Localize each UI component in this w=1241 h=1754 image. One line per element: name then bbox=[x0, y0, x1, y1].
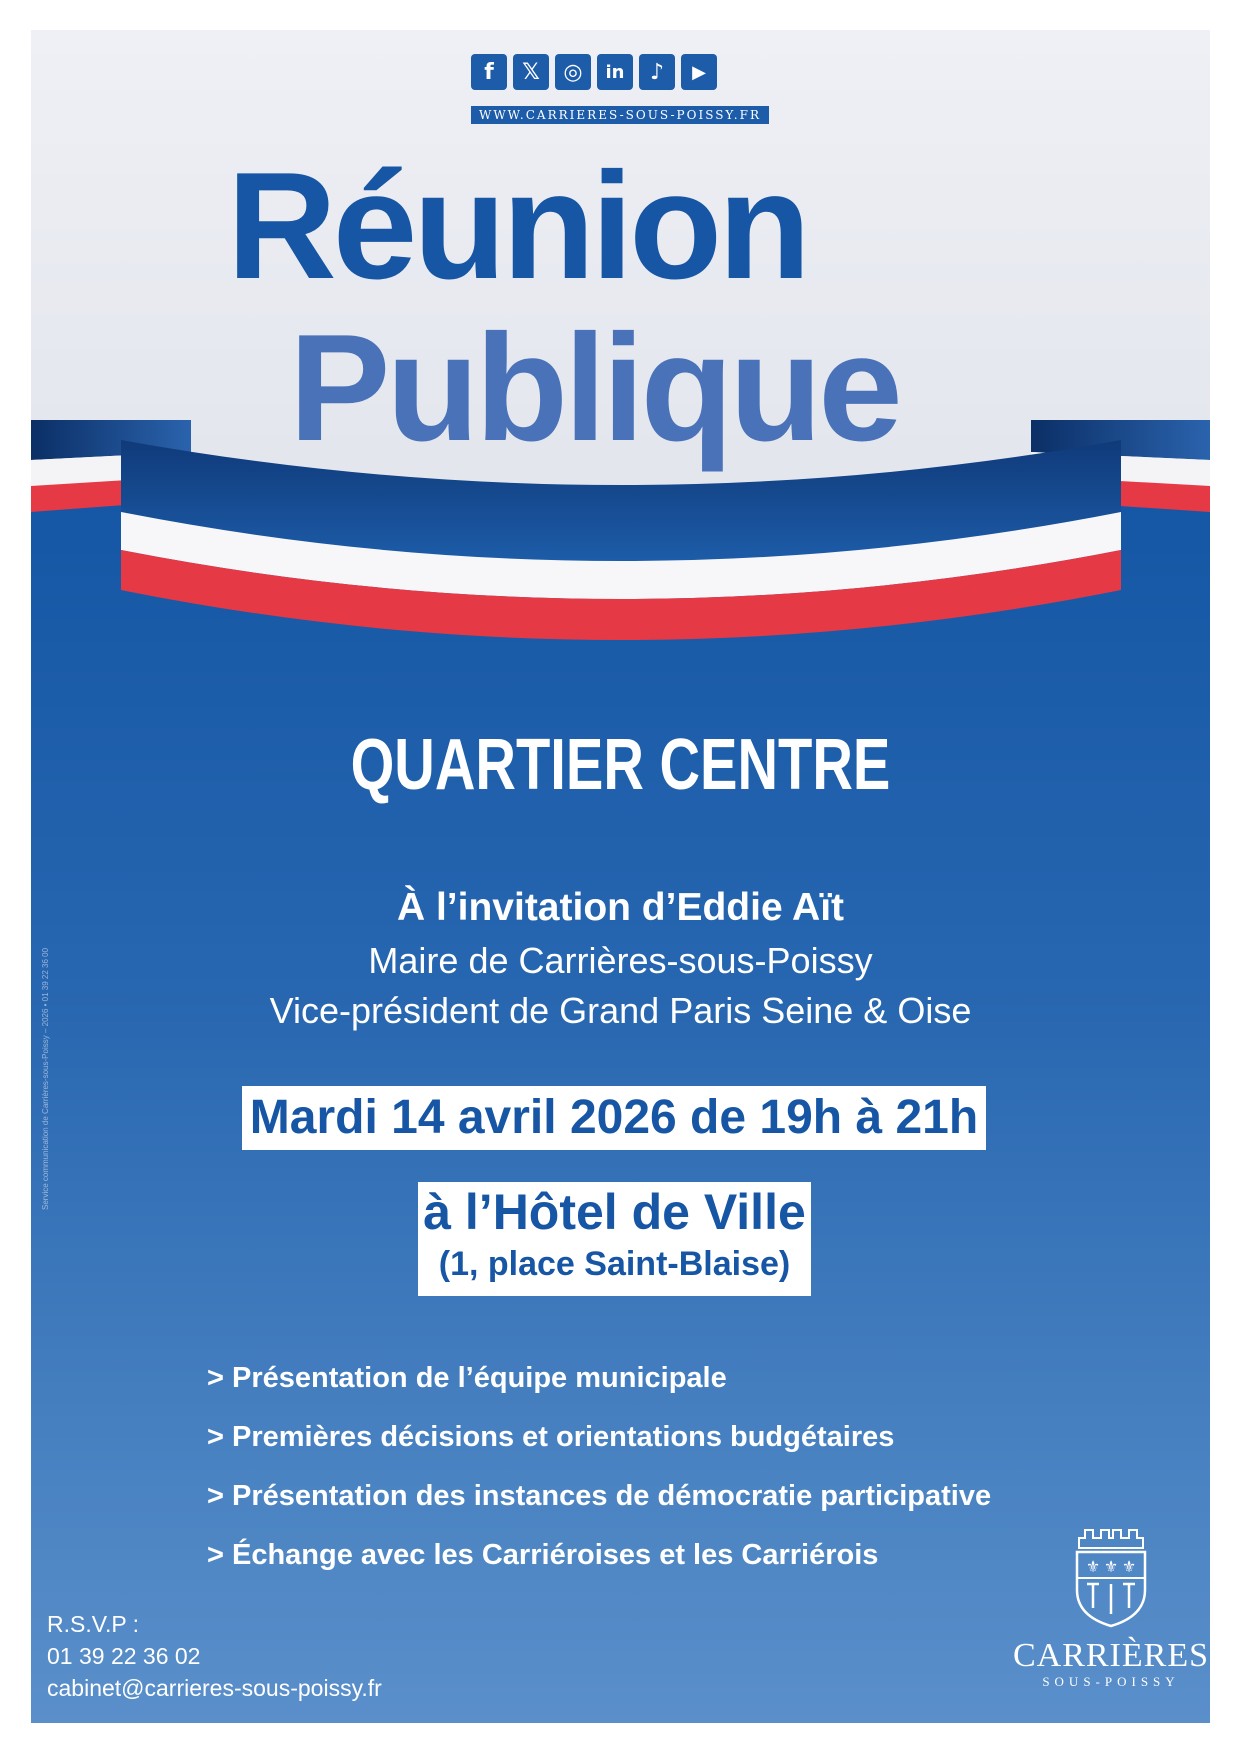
tricolor-ribbon bbox=[31, 420, 1210, 680]
svg-text:⚜: ⚜ bbox=[1085, 1557, 1101, 1576]
title-reunion: Réunion bbox=[227, 141, 807, 311]
linkedin-icon[interactable]: in bbox=[597, 54, 633, 90]
event-date: Mardi 14 avril 2026 de 19h à 21h bbox=[242, 1086, 986, 1150]
venue-name: à l’Hôtel de Ville bbox=[423, 1184, 806, 1240]
agenda-item: > Présentation de l’équipe municipale bbox=[207, 1362, 727, 1394]
youtube-icon[interactable]: ▶ bbox=[681, 54, 717, 90]
rsvp-block bbox=[47, 1608, 382, 1704]
agenda-list bbox=[207, 1362, 991, 1598]
instagram-icon[interactable]: ◎ bbox=[555, 54, 591, 90]
venue-address: (1, place Saint-Blaise) bbox=[438, 1245, 791, 1283]
logo-city-sub: SOUS-POISSY bbox=[1042, 1674, 1180, 1689]
title-publique: Publique bbox=[289, 303, 899, 473]
social-bar bbox=[471, 54, 717, 90]
agenda-item: > Présentation des instances de démocratie participative bbox=[207, 1480, 992, 1512]
logo-city-name: CARRIÈRES bbox=[1012, 1637, 1210, 1674]
x-icon[interactable]: 𝕏 bbox=[513, 54, 549, 90]
poster bbox=[31, 30, 1210, 1723]
svg-text:⚜: ⚜ bbox=[1121, 1557, 1137, 1576]
agenda-item: > Premières décisions et orientations budgétaires bbox=[207, 1421, 895, 1453]
rsvp-phone[interactable]: 01 39 22 36 02 bbox=[47, 1643, 201, 1669]
invitation-role-vp: Vice-président de Grand Paris Seine & Oise bbox=[269, 990, 972, 1031]
facebook-icon[interactable]: f bbox=[471, 54, 507, 90]
rsvp-email[interactable]: cabinet@carrieres-sous-poissy.fr bbox=[47, 1675, 382, 1701]
district-heading: QUARTIER CENTRE bbox=[350, 725, 891, 805]
website-url[interactable]: WWW.CARRIERES-SOUS-POISSY.FR bbox=[471, 106, 769, 124]
svg-text:⚜: ⚜ bbox=[1103, 1557, 1119, 1576]
city-logo bbox=[1011, 1520, 1210, 1690]
print-credit: Service communication de Carrières-sous-Poissy – 2026 • 01 39 22 36 00 bbox=[41, 947, 50, 1210]
venue-box bbox=[418, 1182, 811, 1296]
agenda-item: > Échange avec les Carriéroises et les Carriérois bbox=[207, 1539, 879, 1571]
rsvp-label: R.S.V.P : bbox=[47, 1611, 140, 1637]
city-crest-icon bbox=[1071, 1520, 1151, 1630]
tiktok-icon[interactable]: ♪ bbox=[639, 54, 675, 90]
invitation-lead: À l’invitation d’Eddie Aït bbox=[396, 886, 845, 929]
invitation-role-mayor: Maire de Carrières-sous-Poissy bbox=[368, 940, 873, 981]
